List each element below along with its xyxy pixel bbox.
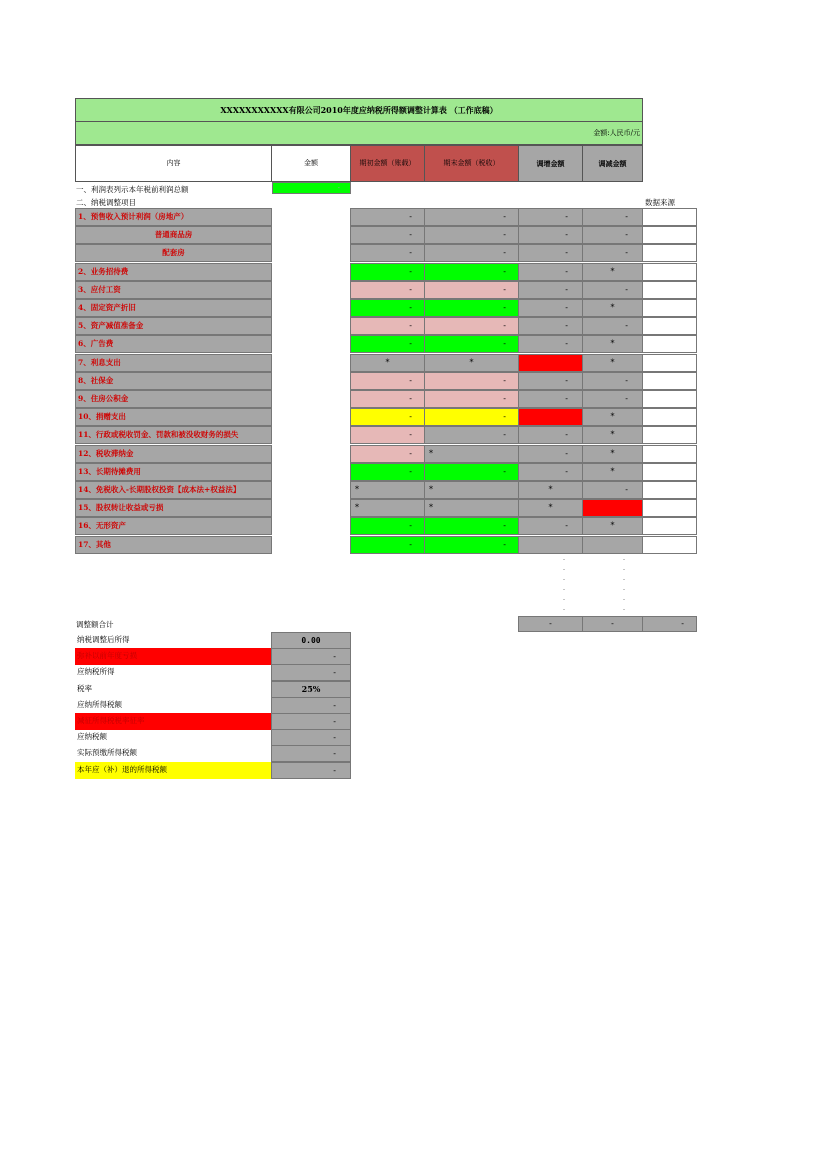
adjust-total-label: 调整额合计 (76, 620, 114, 629)
row-label: 14、免税收入-长期股权投资【成本法+权益法】 (75, 481, 272, 499)
row-label: 6、广告费 (75, 335, 272, 353)
row-tax-cell[interactable]: - (424, 263, 519, 281)
row-dec-cell[interactable]: - (582, 281, 643, 299)
row-label: 2、业务招待费 (75, 263, 272, 281)
extra-dash-inc: - (563, 586, 566, 593)
row-inc-cell[interactable]: - (518, 317, 583, 335)
row-tax-cell[interactable]: - (424, 299, 519, 317)
row-tax-cell[interactable]: - (424, 408, 519, 426)
header-book-amount: 期初金额（账载） (350, 145, 425, 182)
row-tax-cell[interactable]: - (424, 390, 519, 408)
row-dec-cell[interactable]: * (582, 408, 643, 426)
summary-value[interactable]: - (271, 745, 351, 762)
row-inc-cell[interactable]: - (518, 463, 583, 481)
extra-dash-inc: - (563, 576, 566, 583)
row-book-cell[interactable]: - (350, 426, 425, 444)
row-label: 16、无形资产 (75, 517, 272, 535)
extra-dash-inc: - (563, 566, 566, 573)
row-inc-cell[interactable]: - (518, 372, 583, 390)
row-inc-cell[interactable]: - (518, 263, 583, 281)
row-book-cell[interactable]: - (350, 445, 425, 463)
row-tax-cell[interactable]: - (424, 536, 519, 554)
row-book-cell[interactable]: - (350, 244, 425, 262)
row-tax-cell[interactable]: * (424, 481, 519, 499)
row-tax-cell[interactable]: - (424, 426, 519, 444)
row-dec-cell[interactable] (582, 536, 643, 554)
extra-dash-inc: - (563, 596, 566, 603)
row-tax-cell[interactable]: - (424, 281, 519, 299)
summary-label: 实际预缴所得税额 (77, 748, 137, 758)
summary-label: 应纳所得税额 (77, 699, 122, 709)
row-inc-cell[interactable]: - (518, 226, 583, 244)
summary-label: 弥补以前年度亏损 (75, 648, 272, 665)
row-source-cell[interactable] (642, 317, 697, 335)
row-book-cell[interactable]: - (350, 208, 425, 226)
row-book-cell[interactable]: * (350, 481, 425, 499)
row-dec-cell[interactable]: * (582, 426, 643, 444)
row-label: 配套房 (75, 244, 272, 262)
row-source-cell[interactable] (642, 354, 697, 372)
summary-value[interactable]: - (271, 713, 351, 730)
row-book-cell[interactable]: - (350, 536, 425, 554)
row-label: 12、税收滞纳金 (75, 445, 272, 463)
sheet-title: XXXXXXXXXXX有限公司2010年度应纳税所得额调整计算表 （工作底稿） (75, 98, 643, 122)
summary-label: 纳税调整后所得 (77, 635, 130, 644)
row-label: 13、长期待摊费用 (75, 463, 272, 481)
row-dec-cell[interactable]: * (582, 463, 643, 481)
row-inc-cell[interactable]: - (518, 244, 583, 262)
row-dec-cell[interactable]: - (582, 244, 643, 262)
row-source-cell[interactable] (642, 390, 697, 408)
summary-value[interactable]: - (271, 648, 351, 665)
row-book-cell[interactable]: - (350, 390, 425, 408)
header-content: 内容 (75, 145, 272, 182)
row-inc-cell[interactable]: * (518, 481, 583, 499)
row-source-cell[interactable] (642, 426, 697, 444)
data-source-label: 数据来源 (645, 198, 675, 207)
row-source-cell[interactable] (642, 244, 697, 262)
header-increase: 调增金额 (518, 145, 583, 182)
summary-label: 本年应（补）退的所得税额 (75, 762, 272, 779)
row-source-cell[interactable] (642, 463, 697, 481)
summary-value[interactable]: - (271, 729, 351, 746)
extra-dash-dec: - (623, 586, 626, 593)
row-tax-cell[interactable]: - (424, 208, 519, 226)
section-adjust-items: 二、纳税调整项目 (76, 198, 136, 207)
summary-label: 减征所得税税率征率 (75, 713, 272, 730)
row-tax-cell[interactable]: - (424, 317, 519, 335)
row-source-cell[interactable] (642, 499, 697, 517)
row-book-cell[interactable]: - (350, 463, 425, 481)
extra-dash-dec: - (623, 566, 626, 573)
row-inc-cell[interactable]: - (518, 354, 583, 372)
row-label: 5、资产减值准备金 (75, 317, 272, 335)
extra-dash-dec: - (623, 556, 626, 563)
row-tax-cell[interactable]: * (424, 445, 519, 463)
row-book-cell[interactable]: - (350, 335, 425, 353)
summary-value[interactable]: - (271, 664, 351, 681)
extra-dash-dec: - (623, 606, 626, 613)
row-label: 7、利息支出 (75, 354, 272, 372)
row-book-cell[interactable]: - (350, 372, 425, 390)
adjust-total-increase[interactable]: - (518, 616, 583, 632)
row-book-cell[interactable]: - (350, 263, 425, 281)
row-book-cell[interactable]: - (350, 408, 425, 426)
row-label: 10、捐赠支出 (75, 408, 272, 426)
header-decrease: 调减金额 (582, 145, 643, 182)
row-inc-cell[interactable]: - (518, 390, 583, 408)
row-tax-cell[interactable]: - (424, 244, 519, 262)
row-dec-cell[interactable]: * (582, 517, 643, 535)
row-source-cell[interactable] (642, 536, 697, 554)
extra-dash-inc: - (563, 606, 566, 613)
row-dec-cell[interactable]: - (582, 499, 643, 517)
currency-unit: 金额:人民币/元 (75, 122, 643, 145)
row-book-cell[interactable]: - (350, 299, 425, 317)
header-tax-amount: 期末金额（税收） (424, 145, 519, 182)
row-tax-cell[interactable]: * (424, 499, 519, 517)
row-dec-cell[interactable]: - (582, 390, 643, 408)
profit-total-cell[interactable]: - (272, 182, 351, 194)
adjust-total-source[interactable]: - (642, 616, 697, 632)
row-label: 普通商品房 (75, 226, 272, 244)
row-inc-cell[interactable]: - (518, 281, 583, 299)
row-inc-cell[interactable]: - (518, 445, 583, 463)
row-label: 11、行政或税收罚金、罚款和被没收财务的损失 (75, 426, 272, 444)
row-tax-cell[interactable]: - (424, 372, 519, 390)
row-tax-cell[interactable]: - (424, 335, 519, 353)
row-dec-cell[interactable]: - (582, 317, 643, 335)
row-inc-cell[interactable]: - (518, 426, 583, 444)
row-label: 17、其他 (75, 536, 272, 554)
row-label: 1、预售收入预计利润（房地产） (75, 208, 272, 226)
row-label: 9、住房公积金 (75, 390, 272, 408)
row-dec-cell[interactable]: * (582, 299, 643, 317)
row-inc-cell[interactable]: - (518, 299, 583, 317)
row-book-cell[interactable]: - (350, 317, 425, 335)
row-inc-cell[interactable]: - (518, 208, 583, 226)
row-source-cell[interactable] (642, 408, 697, 426)
row-inc-cell[interactable]: - (518, 335, 583, 353)
row-source-cell[interactable] (642, 208, 697, 226)
row-dec-cell[interactable]: * (582, 335, 643, 353)
row-source-cell[interactable] (642, 335, 697, 353)
header-amount: 金额 (271, 145, 351, 182)
extra-dash-inc: - (563, 556, 566, 563)
summary-value[interactable]: 0.00 (271, 632, 351, 649)
row-source-cell[interactable] (642, 372, 697, 390)
summary-label: 应纳税所得 (77, 667, 115, 677)
row-source-cell[interactable] (642, 481, 697, 499)
extra-dash-dec: - (623, 596, 626, 603)
row-dec-cell[interactable]: - (582, 226, 643, 244)
row-dec-cell[interactable]: * (582, 354, 643, 372)
summary-label: 税率 (77, 683, 92, 693)
row-source-cell[interactable] (642, 299, 697, 317)
row-book-cell[interactable]: - (350, 517, 425, 535)
adjust-total-decrease[interactable]: - (582, 616, 643, 632)
row-tax-cell[interactable]: * (424, 354, 519, 372)
row-dec-cell[interactable]: - (582, 372, 643, 390)
row-book-cell[interactable]: - (350, 281, 425, 299)
row-label: 15、股权转让收益或亏损 (75, 499, 272, 517)
summary-value[interactable]: - (271, 697, 351, 714)
row-source-cell[interactable] (642, 263, 697, 281)
row-book-cell[interactable]: * (350, 354, 425, 372)
summary-label: 应纳税额 (77, 732, 107, 742)
row-label: 4、固定资产折旧 (75, 299, 272, 317)
row-tax-cell[interactable]: - (424, 226, 519, 244)
row-tax-cell[interactable]: - (424, 463, 519, 481)
row-label: 3、应付工资 (75, 281, 272, 299)
extra-dash-dec: - (623, 576, 626, 583)
row-dec-cell[interactable]: - (582, 208, 643, 226)
row-inc-cell[interactable]: * (518, 499, 583, 517)
row-inc-cell[interactable]: - (518, 517, 583, 535)
row-source-cell[interactable] (642, 445, 697, 463)
row-inc-cell[interactable]: - (518, 408, 583, 426)
row-source-cell[interactable] (642, 281, 697, 299)
row-source-cell[interactable] (642, 517, 697, 535)
row-dec-cell[interactable]: * (582, 263, 643, 281)
row-dec-cell[interactable]: - (582, 481, 643, 499)
section-profit-total: 一、利润表列示本年税前利润总额 (76, 185, 189, 194)
row-label: 8、社保金 (75, 372, 272, 390)
summary-value[interactable]: - (271, 762, 351, 779)
row-dec-cell[interactable]: * (582, 445, 643, 463)
row-book-cell[interactable]: - (350, 226, 425, 244)
summary-value[interactable]: 25% (271, 681, 351, 698)
row-inc-cell[interactable] (518, 536, 583, 554)
row-book-cell[interactable]: * (350, 499, 425, 517)
row-tax-cell[interactable]: - (424, 517, 519, 535)
row-source-cell[interactable] (642, 226, 697, 244)
